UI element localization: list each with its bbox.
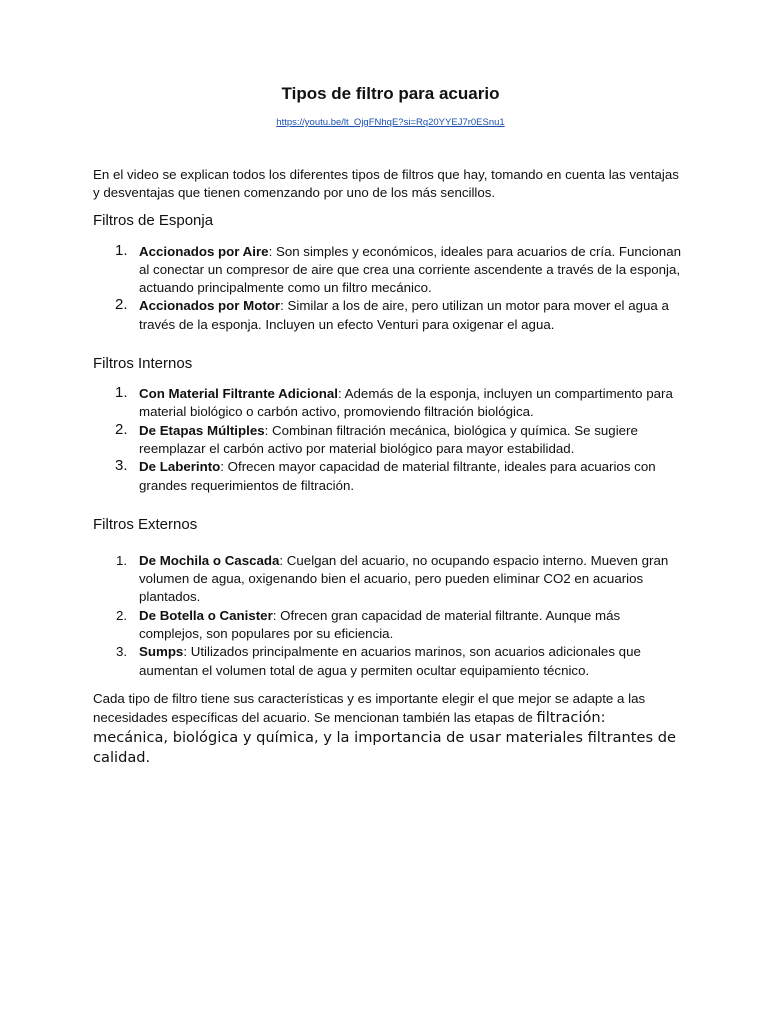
list-number: 3.	[115, 457, 128, 475]
list-item	[93, 607, 682, 644]
item-term: Accionados por Aire	[139, 243, 269, 259]
item-text: : Son simples y económicos, ideales para acuarios de cría. Funcionan al conectar un compresor de aire que crea una corriente ascendente a través de la esponja, actuando principalmente como un filtro mecánico.	[139, 243, 681, 296]
section-heading-esponja: Filtros de Esponja	[93, 211, 214, 229]
list-item	[93, 297, 682, 334]
list-number: 1.	[115, 384, 128, 402]
section-heading-internos: Filtros Internos	[93, 355, 193, 373]
list-number: 2.	[116, 607, 128, 623]
list-number: 2.	[115, 420, 128, 438]
item-text: : Ofrecen mayor capacidad de material filtrante, ideales para acuarios con grandes requerimientos de filtración.	[139, 459, 656, 493]
list-esponja	[93, 243, 682, 334]
item-term: De Botella o Canister	[139, 607, 273, 623]
list-item	[93, 643, 682, 680]
list-item	[93, 458, 682, 495]
item-text: : Cuelgan del acuario, no ocupando espacio interno. Mueven gran volumen de agua, oxigenando bien el acuario, pero pueden eliminar CO2 en acuarios plantados.	[139, 552, 669, 605]
list-item	[93, 243, 682, 298]
item-text: : Además de la esponja, incluyen un compartimento para material biológico o carbón activo, promoviendo filtración biológica.	[139, 386, 673, 420]
document-title: Tipos de filtro para acuario	[281, 84, 500, 103]
list-item	[93, 422, 682, 459]
item-text: : Similar a los de aire, pero utilizan un motor para mover el agua a través de la esponja. Incluyen un efecto Venturi para oxigenar el agua.	[139, 298, 669, 332]
closing-paragraph	[93, 690, 682, 768]
closing-text: Cada tipo de filtro tiene sus características y es importante elegir el que mejor se adapte a las necesidades específicas del acuario. Se mencionan también las etapas de	[93, 690, 646, 726]
item-term: Con Material Filtrante Adicional	[139, 386, 338, 402]
list-item	[93, 385, 682, 422]
list-internos	[93, 385, 682, 495]
list-number: 2.	[115, 296, 128, 314]
closing-text-alt-font: filtración: mecánica, biológica y química, y la importancia de usar materiales filtrantes de calidad.	[93, 709, 676, 767]
section-heading-externos: Filtros Externos	[93, 515, 198, 533]
youtube-link[interactable]: https://youtu.be/lt_OjgFNhqE?si=Rq20YYEJ7r0ESnu1	[276, 117, 505, 128]
item-term: De Etapas Múltiples	[139, 422, 265, 438]
item-term: Sumps	[139, 644, 184, 660]
list-number: 1.	[116, 552, 128, 568]
item-term: De Laberinto	[139, 459, 221, 475]
item-text: : Ofrecen gran capacidad de material filtrante. Aunque más complejos, son populares por su eficiencia.	[139, 607, 621, 642]
item-term: De Mochila o Cascada	[139, 552, 280, 568]
item-text: : Utilizados principalmente en acuarios marinos, son acuarios adicionales que aumentan el volumen total de agua y permiten ocultar equipamiento técnico.	[139, 644, 641, 678]
intro-paragraph: En el video se explican todos los diferentes tipos de filtros que hay, tomando en cuenta las ventajas y desventajas que tienen comenzando por uno de los más sencillos.	[93, 167, 679, 201]
item-term: Accionados por Motor	[139, 298, 281, 314]
list-externos	[93, 552, 682, 680]
list-item	[93, 552, 682, 607]
list-number: 1.	[115, 241, 128, 259]
item-text: : Combinan filtración mecánica, biológica y química. Se sugiere reemplazar el carbón activo por material biológico para mayor estabilidad.	[139, 422, 638, 456]
list-number: 3.	[116, 644, 128, 660]
